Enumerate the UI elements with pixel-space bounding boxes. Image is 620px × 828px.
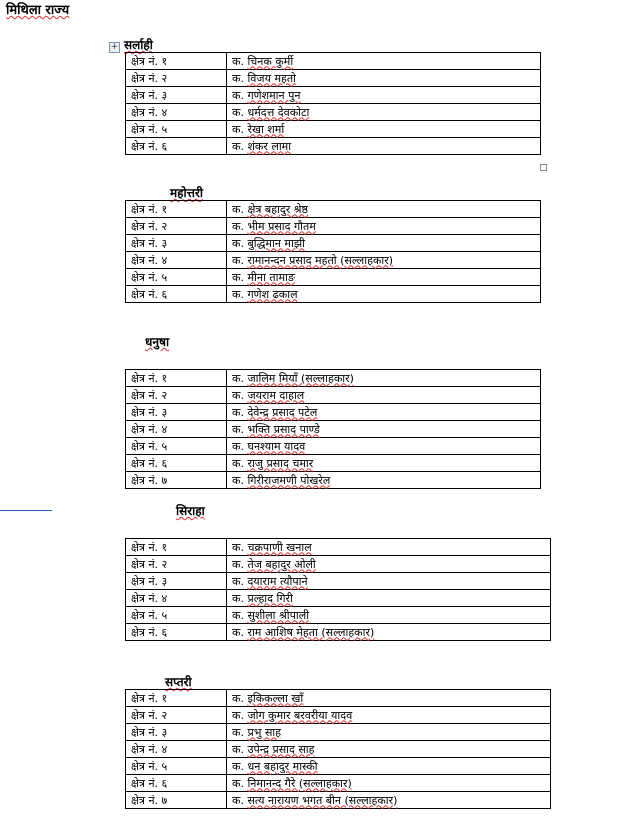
constituency-table [125,689,551,809]
name-prefix: क. [232,54,244,68]
name-prefix: क. [232,405,244,419]
candidate-cell [227,792,551,809]
table-row [126,573,551,590]
name-prefix: क. [232,591,244,605]
table-row [126,387,541,404]
table-row [126,269,541,286]
constituency-number: क्षेत्र नं. २ [126,70,227,87]
candidate-name: उपेन्द्र प्रसाद साह [247,742,315,756]
candidate-cell [227,556,551,573]
constituency-number: क्षेत्र नं. ५ [126,438,227,455]
candidate-cell [227,758,551,775]
table-resize-handle[interactable] [540,164,547,171]
table-row [126,87,541,104]
table-row [126,607,551,624]
constituency-number: क्षेत्र नं. ३ [126,87,227,104]
name-prefix: क. [232,793,244,807]
candidate-cell [227,573,551,590]
candidate-cell [227,421,541,438]
candidate-cell [227,252,541,269]
constituency-number: क्षेत्र नं. १ [126,539,227,556]
candidate-name: राजु प्रसाद चमार [247,456,314,470]
candidate-cell [227,624,551,641]
candidate-cell [227,235,541,252]
constituency-number: क्षेत्र नं. २ [126,707,227,724]
candidate-name: गणेश ढकाल [247,287,298,301]
constituency-number: क्षेत्र नं. ६ [126,455,227,472]
candidate-cell [227,218,541,235]
table-row [126,53,541,70]
candidate-cell [227,775,551,792]
name-prefix: क. [232,708,244,722]
constituency-number: क्षेत्र नं. ६ [126,286,227,303]
constituency-number: क्षेत्र नं. १ [126,201,227,218]
name-prefix: क. [232,71,244,85]
table-row [126,624,551,641]
section-heading: धनुषा [145,335,170,349]
constituency-table [125,52,541,155]
candidate-cell [227,690,551,707]
constituency-table [125,200,541,303]
table-row [126,741,551,758]
candidate-cell [227,607,551,624]
table-row [126,758,551,775]
name-prefix: क. [232,202,244,216]
candidate-name: जयराम दाहाल [247,388,305,402]
page-break-line [0,510,52,511]
name-prefix: क. [232,236,244,250]
candidate-name: तेज बहादुर ओली [247,557,316,571]
constituency-number: क्षेत्र नं. ४ [126,590,227,607]
table-row [126,690,551,707]
constituency-number: क्षेत्र नं. ७ [126,472,227,489]
table-row [126,70,541,87]
name-prefix: क. [232,759,244,773]
candidate-cell [227,53,541,70]
constituency-number: क्षेत्र नं. १ [126,53,227,70]
constituency-number: क्षेत्र नं. ४ [126,421,227,438]
candidate-cell [227,590,551,607]
table-row [126,792,551,809]
candidate-name: घनश्याम यादव [247,439,306,453]
table-move-handle-icon[interactable]: + [110,42,119,52]
candidate-name: गिरीराजमणी पोखरेल [247,473,331,487]
table-row [126,707,551,724]
candidate-cell [227,455,541,472]
table-row [126,218,541,235]
candidate-cell [227,70,541,87]
candidate-cell [227,138,541,155]
constituency-number: क्षेत्र नं. १ [126,370,227,387]
name-prefix: क. [232,388,244,402]
name-prefix: क. [232,742,244,756]
candidate-name: प्रल्हाद गिरी [247,591,293,605]
name-prefix: क. [232,557,244,571]
name-prefix: क. [232,88,244,102]
name-prefix: क. [232,371,244,385]
constituency-number: क्षेत्र नं. ३ [126,235,227,252]
candidate-cell [227,370,541,387]
candidate-name: बुद्धिमान माझी [247,236,305,250]
candidate-name: राम आशिष मेहता (सल्लाहकार) [247,625,375,639]
name-prefix: क. [232,219,244,233]
candidate-name: सत्य नारायण भगत बीन (सल्लाहकार) [247,793,398,807]
name-prefix: क. [232,439,244,453]
candidate-name: दयाराम त्यौपाने [247,574,308,588]
candidate-cell [227,286,541,303]
candidate-name: मीना तामाङ [247,270,295,284]
constituency-table [125,369,541,489]
candidate-name: देवेन्द्र प्रसाद पटेल [247,405,318,419]
constituency-number: क्षेत्र नं. २ [126,218,227,235]
table-row [126,138,541,155]
table-row [126,286,541,303]
section-heading: सर्लाही [124,38,153,52]
candidate-name: क्षेत्र बहादुर श्रेष्ठ [247,202,308,216]
table-row [126,472,541,489]
table-row [126,201,541,218]
name-prefix: क. [232,691,244,705]
constituency-number: क्षेत्र नं. ५ [126,121,227,138]
table-row [126,438,541,455]
candidate-cell [227,269,541,286]
candidate-name: चिनक कुर्मी [247,54,294,68]
candidate-cell [227,539,551,556]
constituency-number: क्षेत्र नं. ५ [126,269,227,286]
constituency-number: क्षेत्र नं. ६ [126,138,227,155]
candidate-cell [227,121,541,138]
constituency-number: क्षेत्र नं. १ [126,690,227,707]
name-prefix: क. [232,287,244,301]
candidate-name: विजय महतो [247,71,296,85]
constituency-number: क्षेत्र नं. ७ [126,792,227,809]
constituency-number: क्षेत्र नं. ५ [126,758,227,775]
constituency-number: क्षेत्र नं. ३ [126,404,227,421]
constituency-table [125,538,551,641]
name-prefix: क. [232,725,244,739]
candidate-cell [227,387,541,404]
candidate-name: शंकर लामा [247,139,292,153]
constituency-number: क्षेत्र नं. ६ [126,775,227,792]
table-row [126,235,541,252]
candidate-name: धर्मदत्त देवकोटा [247,105,310,119]
candidate-cell [227,201,541,218]
name-prefix: क. [232,608,244,622]
candidate-name: सुशीला श्रीपाली [247,608,310,622]
table-row [126,539,551,556]
table-row [126,252,541,269]
name-prefix: क. [232,270,244,284]
candidate-cell [227,87,541,104]
candidate-name: धन बहादुर मास्की [247,759,318,773]
constituency-number: क्षेत्र नं. २ [126,387,227,404]
table-row [126,724,551,741]
candidate-name: चक्रपाणी खनाल [247,540,312,554]
table-row [126,370,541,387]
constituency-number: क्षेत्र नं. ३ [126,573,227,590]
candidate-name: रामानन्दन प्रसाद महतो (सल्लाहकार) [247,253,394,267]
candidate-name: भीम प्रसाद गौतम [247,219,316,233]
candidate-name: निमानन्द गैरे (सल्लाहकार) [247,776,352,790]
table-row [126,121,541,138]
candidate-name: इकिकल्ला खाँ [247,691,304,705]
document-title: मिथिला राज्य [6,3,70,18]
section-heading: सप्तरी [165,675,192,689]
name-prefix: क. [232,776,244,790]
constituency-number: क्षेत्र नं. ४ [126,104,227,121]
table-row [126,104,541,121]
candidate-cell [227,741,551,758]
candidate-cell [227,404,541,421]
name-prefix: क. [232,105,244,119]
candidate-name: जोग कुमार बरवरीया यादव [247,708,353,722]
candidate-cell [227,707,551,724]
candidate-name: भक्ति प्रसाद पाण्डे [247,422,320,436]
name-prefix: क. [232,253,244,267]
candidate-name: जालिम मियाँ (सल्लाहकार) [247,371,354,385]
candidate-cell [227,104,541,121]
section-heading: सिराहा [176,504,205,518]
constituency-number: क्षेत्र नं. ६ [126,624,227,641]
section-heading: महोत्तरी [170,186,203,200]
name-prefix: क. [232,574,244,588]
table-row [126,404,541,421]
constituency-number: क्षेत्र नं. ४ [126,741,227,758]
candidate-cell [227,438,541,455]
name-prefix: क. [232,456,244,470]
name-prefix: क. [232,422,244,436]
name-prefix: क. [232,139,244,153]
table-row [126,556,551,573]
candidate-cell [227,724,551,741]
name-prefix: क. [232,540,244,554]
constituency-number: क्षेत्र नं. ५ [126,607,227,624]
table-row [126,775,551,792]
candidate-name: प्रभु साह [247,725,282,739]
name-prefix: क. [232,122,244,136]
table-row [126,455,541,472]
name-prefix: क. [232,625,244,639]
name-prefix: क. [232,473,244,487]
constituency-number: क्षेत्र नं. ४ [126,252,227,269]
constituency-number: क्षेत्र नं. २ [126,556,227,573]
table-row [126,421,541,438]
constituency-number: क्षेत्र नं. ३ [126,724,227,741]
table-row [126,590,551,607]
candidate-name: गणेशमान पुन [247,88,301,102]
candidate-name: रेखा शर्मा [247,122,285,136]
candidate-cell [227,472,541,489]
